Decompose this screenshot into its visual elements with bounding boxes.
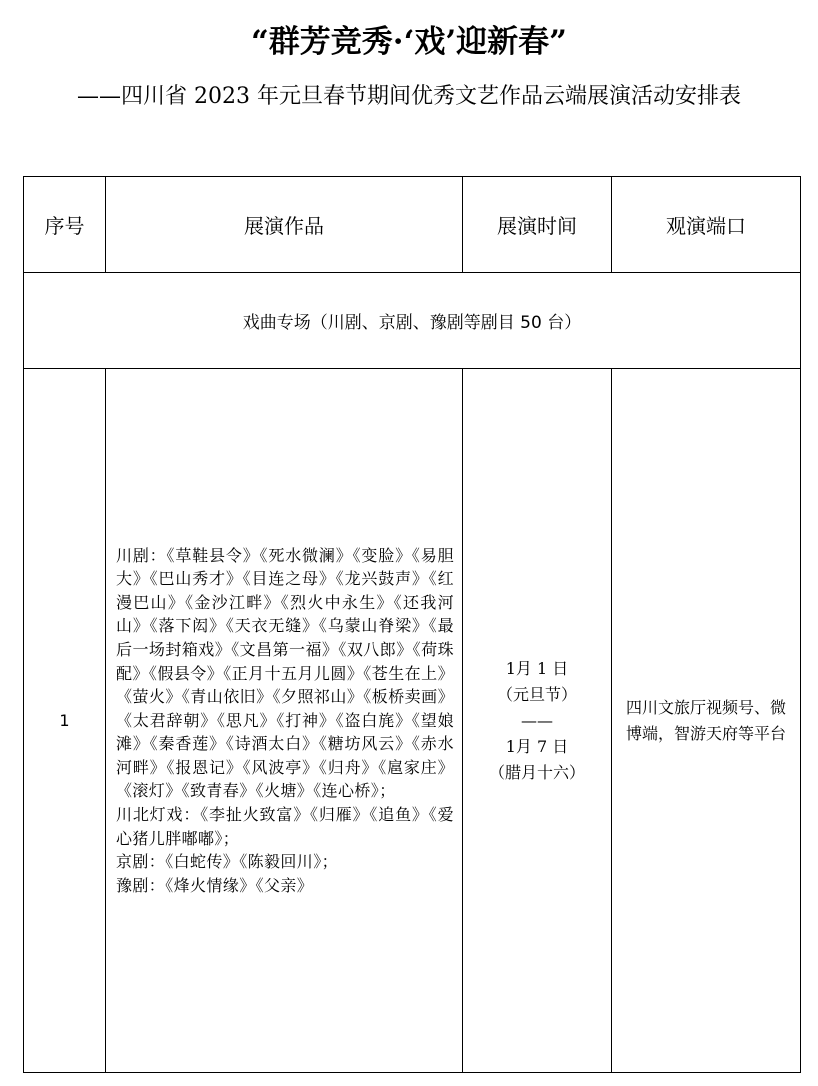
time-start-note: （元旦节） <box>496 684 577 704</box>
genre-titles: 《草鞋县令》《死水微澜》《变脸》《易胆大》《巴山秀才》《目连之母》《龙兴鼓声》《红漫巴山》《金沙江畔》《烈火中永生》《还我河山》《落下闳》《天衣无缝》《乌蒙山脊梁》《最后一场封箱戏》《文昌第一福》《双八郎》《荷珠配》《假县令》《正月十五月儿圆》《苍生在上》《萤火》《青山依旧》《夕照祁山》《板桥卖画》《太君辞朝》《思凡》《打神》《盗白旄》《望娘滩》《秦香莲》《诗酒太白》《糖坊风云》《赤水河畔》《报恩记》《风波亭》《归舟》《扈家庄》《滚灯》《致青春》《火塘》《连心桥》； <box>116 545 454 801</box>
document-subtitle: ——四川省 2023 年元旦春节期间优秀文艺作品云端展演活动安排表 <box>77 84 741 109</box>
genre-label: 川北灯戏： <box>116 805 201 825</box>
genre-label: 川剧： <box>116 545 167 565</box>
works-chuanbei-dengxi <box>116 803 454 850</box>
time-dash: —— <box>521 710 553 730</box>
section-row <box>24 273 801 369</box>
genre-label: 豫剧： <box>116 875 166 895</box>
row-port: 四川文旅厅视频号、微博端，智游天府等平台 <box>612 369 801 1073</box>
works-chuanju <box>116 544 454 804</box>
header-port: 观演端口 <box>612 177 801 273</box>
schedule-table <box>23 176 801 1073</box>
works-yuju <box>116 874 454 898</box>
header-time: 展演时间 <box>463 177 612 273</box>
genre-label: 京剧： <box>116 852 166 872</box>
row-time <box>463 369 612 1073</box>
section-title: 戏曲专场（川剧、京剧、豫剧等剧目 50 台） <box>24 273 801 369</box>
genre-titles: 《李扯火致富》《归雁》《追鱼》《爱心猪儿胖嘟嘟》； <box>116 805 454 848</box>
time-end-note: （腊月十六） <box>488 762 585 782</box>
header-works: 展演作品 <box>106 177 463 273</box>
header-row <box>24 177 801 273</box>
genre-titles: 《烽火情缘》《父亲》 <box>165 875 314 895</box>
time-start-date: 1月 1 日 <box>505 658 569 678</box>
time-end-date: 1月 7 日 <box>505 736 569 756</box>
row-works <box>106 369 463 1073</box>
row-seq: 1 <box>24 369 106 1073</box>
genre-titles: 《白蛇传》《陈毅回川》； <box>165 852 339 872</box>
works-jingju <box>116 850 454 874</box>
table-row <box>24 369 801 1073</box>
document-title: “群芳竞秀·‘戏’迎新春” <box>250 24 568 60</box>
header-seq: 序号 <box>24 177 106 273</box>
